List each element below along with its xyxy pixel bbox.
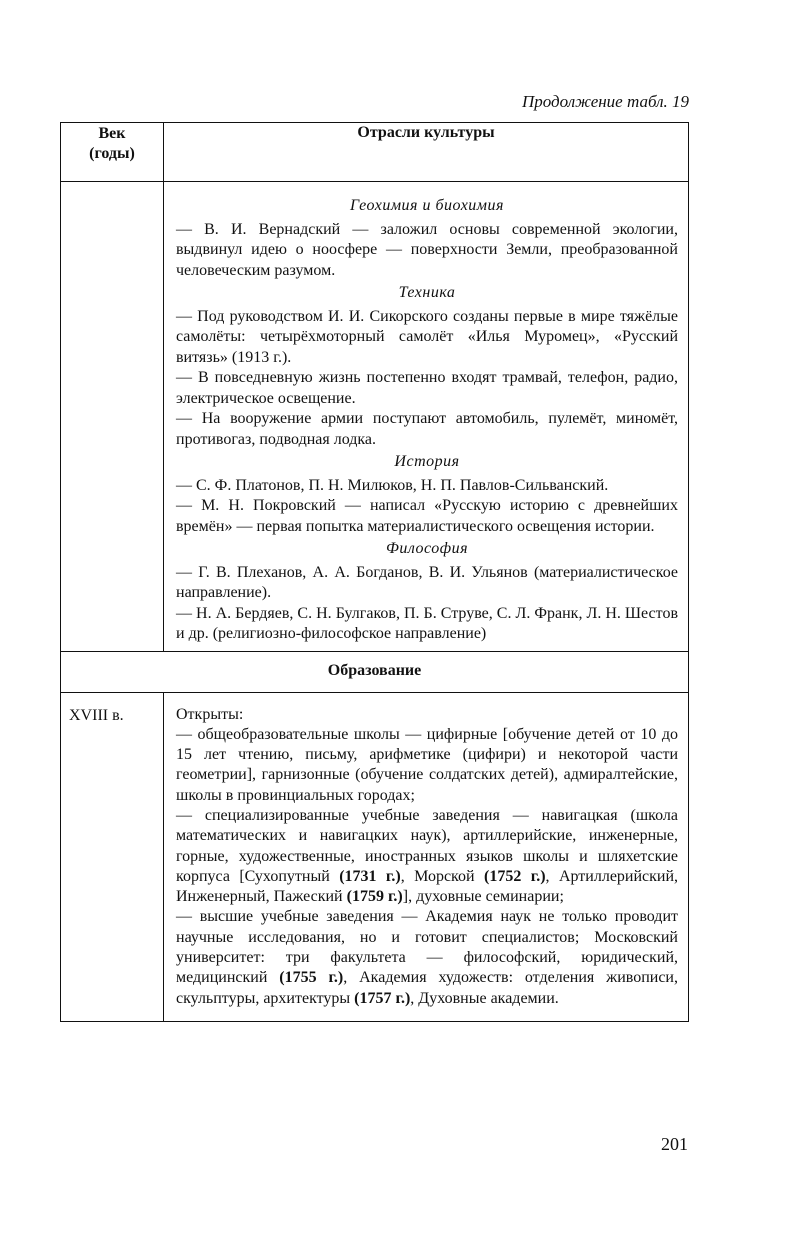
header-century — [61, 123, 164, 182]
para-historians: — С. Ф. Платонов, П. Н. Милюков, Н. П. Павлов-Сильванский. — [176, 476, 609, 494]
para-higher-schools — [176, 907, 678, 1008]
para-religious: — Н. А. Бердяев, С. Н. Булгаков, П. Б. Струве, С. Л. Франк, Л. Н. Шестов и др. (религиозно-философское направление) — [176, 604, 678, 642]
para-army: — На вооружение армии поступают автомобиль, пулемёт, миномёт, противогаз, подводная лодка. — [176, 410, 678, 448]
education-content-cell — [164, 692, 689, 1021]
table-header-row — [61, 123, 689, 182]
year-1731: (1731 г.) — [339, 867, 401, 885]
page-number: 201 — [661, 1134, 688, 1154]
para-pokrovsky: — М. Н. Покровский — написал «Русскую историю с древнейших времён» — первая попытка материалистического освещения истории. — [176, 497, 678, 535]
header-century-text: Век (годы) — [89, 125, 135, 162]
text-span: ], духовные семинарии; — [402, 888, 564, 906]
century-cell-xviii: XVIII в. — [61, 692, 164, 1021]
header-branches: Отрасли культуры — [164, 123, 689, 182]
para-opened: Открыты: — [176, 705, 244, 723]
section-education-title: Образование — [61, 651, 689, 692]
year-1752: (1752 г.) — [484, 867, 546, 885]
text-span: , Артиллерийский, Инженерный, Пажеский — [176, 867, 679, 906]
subhead-history: История — [394, 453, 460, 470]
culture-table — [60, 122, 689, 1022]
para-vernadsky: — В. И. Вернадский — заложил основы современной экологии, выдвинул идею о ноосфере — поверхности Земли, преобразованной человеческим разумом. — [176, 220, 678, 279]
subhead-technology: Техника — [398, 284, 456, 301]
year-1757: (1757 г.) — [354, 989, 411, 1007]
para-daily-life: — В повседневную жизнь постепенно входят трамвай, телефон, радио, электрическое освещение. — [176, 369, 678, 407]
para-materialist: — Г. В. Плеханов, А. А. Богданов, В. И. Ульянов (материалистическое направление). — [176, 563, 678, 601]
text-span: , Академия художеств: отделения живописи, скульптуры, архитектуры — [176, 969, 678, 1007]
para-sikorsky: — Под руководством И. И. Сикорского созданы первые в мире тяжёлые самолёты: четырёхмоторный самолёт «Илья Муромец», «Русский витязь» (1913 г.). — [176, 307, 678, 366]
table-row-section — [61, 651, 689, 692]
para-special-schools — [176, 806, 678, 907]
table-continuation-label: Продолжение табл. 19 — [521, 92, 689, 111]
year-1759: (1759 г.) — [346, 888, 403, 906]
table-row-xviii — [61, 692, 689, 1021]
culture-content-cell — [164, 182, 689, 652]
century-cell-empty — [61, 182, 164, 652]
year-1755: (1755 г.) — [279, 969, 344, 987]
text-span: , Духовные академии. — [410, 989, 559, 1007]
text-span: — специализированные учебные заведения — навигацкая (школа математических и навигацких наук), артиллерийские, инженерные, горные, художественные, иностранных языков школы и шляхетские корпуса [Сухопутный — [176, 806, 678, 885]
table-row-culture — [61, 182, 689, 652]
subhead-geochemistry: Геохимия и биохимия — [350, 197, 504, 214]
text-span: — высшие учебные заведения — Академия наук не только проводит научные исследования, но и готовит специалистов; Московский университет: три факультета — философский, юридический, медицинский — [176, 908, 678, 987]
subhead-philosophy: Философия — [385, 540, 469, 557]
text-span: , Морской — [400, 867, 475, 885]
para-general-schools: — общеобразовательные школы — цифирные [обучение детей от 10 до 15 лет чтению, письму, арифметике (цифири) и некоторой части геометрии], гарнизонные (обучение солдатских детей), адмиралтейские, школы в провинциальных городах; — [176, 725, 678, 804]
